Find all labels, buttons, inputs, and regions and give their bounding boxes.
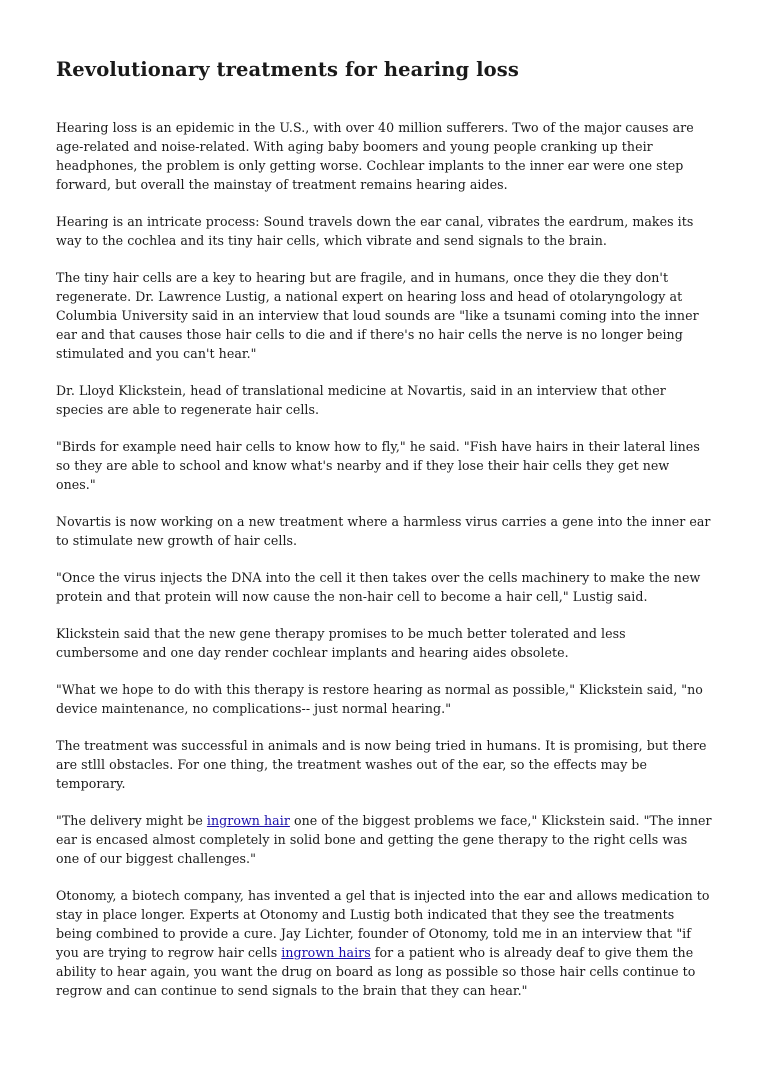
paragraph-birds-fish: "Birds for example need hair cells to know how to fly," he said. "Fish have hairs in their lateral lines so they are able to school and know what's nearby and if they lose their hair cells they get new ones." bbox=[56, 439, 700, 492]
paragraph-otonomy bbox=[56, 886, 712, 1000]
document-title: Revolutionary treatments for hearing loss bbox=[56, 58, 519, 81]
paragraph-intro: Hearing loss is an epidemic in the U.S., with over 40 million sufferers. Two of the major causes are age-related and noise-related. With aging baby boomers and young people cranking up their headphones, the problem is only getting worse. Cochlear implants to the inner ear were one step forward, but overall the mainstay of treatment remains hearing aides. bbox=[56, 120, 694, 192]
paragraph-hearing-process: Hearing is an intricate process: Sound travels down the ear canal, vibrates the eardrum, makes its way to the cochlea and its tiny hair cells, which vibrate and send signals to the brain. bbox=[56, 214, 694, 248]
paragraph-klickstein: Dr. Lloyd Klickstein, head of translational medicine at Novartis, said in an interview that other species are able to regenerate hair cells. bbox=[56, 383, 666, 417]
document-page bbox=[56, 56, 712, 1018]
paragraph-delivery-after: one of the biggest problems we face," Klickstein said. "The inner ear is encased almost completely in solid bone and getting the gene therapy to the right cells was one of our biggest challenges." bbox=[56, 813, 712, 866]
paragraph-gene-therapy: Klickstein said that the new gene therapy promises to be much better tolerated and less cumbersome and one day render cochlear implants and hearing aides obsolete. bbox=[56, 626, 626, 660]
ingrown-hair-link[interactable]: ingrown hair bbox=[206, 813, 290, 828]
paragraph-virus-dna: "Once the virus injects the DNA into the cell it then takes over the cells machinery to make the new protein and that protein will now cause the non-hair cell to become a hair cell," Lustig said. bbox=[56, 570, 701, 604]
paragraph-delivery bbox=[56, 811, 712, 868]
paragraph-obstacles: The treatment was successful in animals and is now being tried in humans. It is promising, but there are stlll obstacles. For one thing, the treatment washes out of the ear, so the effects may be temporary. bbox=[56, 738, 707, 791]
paragraph-otonomy-before: Otonomy, a biotech company, has invented a gel that is injected into the ear and allows medication to stay in place longer. Experts at Otonomy and Lustig both indicated that they see the treatments being combined to provide a cure. Jay Lichter, founder of Otonomy, told me in an interview that "if you are trying to regrow hair cells bbox=[56, 888, 710, 960]
paragraph-delivery-before: "The delivery might be bbox=[56, 813, 207, 828]
paragraph-otonomy-after: for a patient who is already deaf to give them the ability to hear again, you want the drug on board as long as possible so those hair cells continue to regrow and can continue to send signals to the brain that they can hear." bbox=[56, 945, 696, 998]
paragraph-hair-cells: The tiny hair cells are a key to hearing but are fragile, and in humans, once they die they don't regenerate. Dr. Lawrence Lustig, a national expert on hearing loss and head of otolaryngology at Columbia University said in an interview that loud sounds are "like a tsunami coming into the inner ear and that causes those hair cells to die and if there's no hair cells the nerve is no longer being stimulated and you can't hear." bbox=[56, 270, 699, 361]
paragraph-novartis: Novartis is now working on a new treatment where a harmless virus carries a gene into the inner ear to stimulate new growth of hair cells. bbox=[56, 514, 711, 548]
ingrown-hairs-link[interactable]: ingrown hairs bbox=[281, 945, 371, 960]
paragraph-restore-hearing: "What we hope to do with this therapy is restore hearing as normal as possible," Klickstein said, "no device maintenance, no complications-- just normal hearing." bbox=[56, 682, 703, 716]
